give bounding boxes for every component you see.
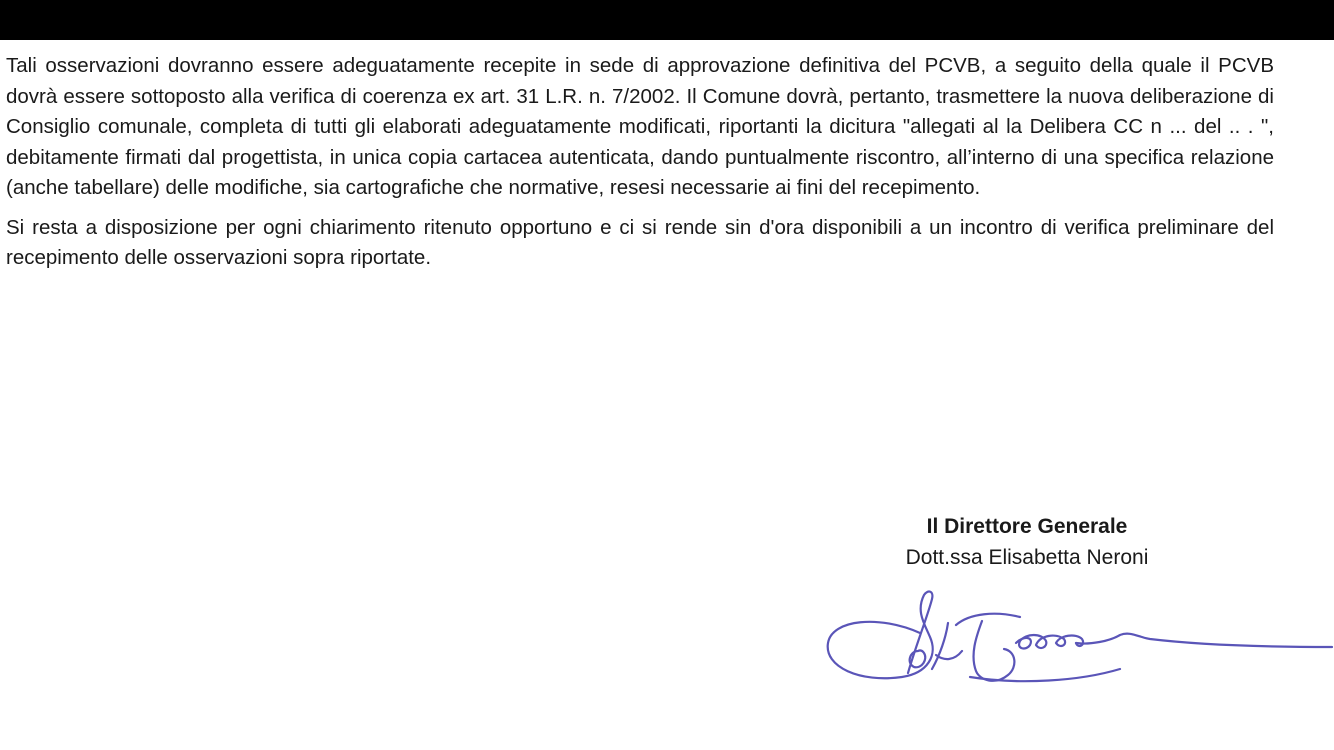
- paragraph-observations: Tali osservazioni dovranno essere adeguatamente recepite in sede di approvazione definitiva del PCVB, a seguito della quale il PCVB dovrà essere sottoposto alla verifica di coerenza ex art. 31 L.R. n. 7/2002. Il Comune dovrà, pertanto, trasmettere la nuova deliberazione di Consiglio comunale, completa di tutti gli elaborati adeguatamente modificati, riportanti la dicitura "allegati al la Delibera CC n ... del .. . ", debitamente firmati dal progettista, in unica copia cartacea autenticata, dando puntualmente riscontro, all’interno di una specifica relazione (anche tabellare) delle modifiche, sia cartografiche che normative, resesi necessarie ai fini del recepimento.: [6, 54, 1274, 199]
- signatory-name: Dott.ssa Elisabetta Neroni: [905, 546, 1149, 569]
- handwritten-signature: [820, 585, 1334, 695]
- document-body: [6, 51, 1274, 274]
- signature-block: [842, 511, 1212, 573]
- signatory-title: Il Direttore Generale: [926, 515, 1128, 538]
- paragraph-availability: Si resta a disposizione per ogni chiarimento ritenuto opportuno e ci si rende sin d'ora disponibili a un incontro di verifica preliminare del recepimento delle osservazioni sopra riportate.: [6, 215, 1274, 269]
- top-black-bar: [0, 0, 1334, 40]
